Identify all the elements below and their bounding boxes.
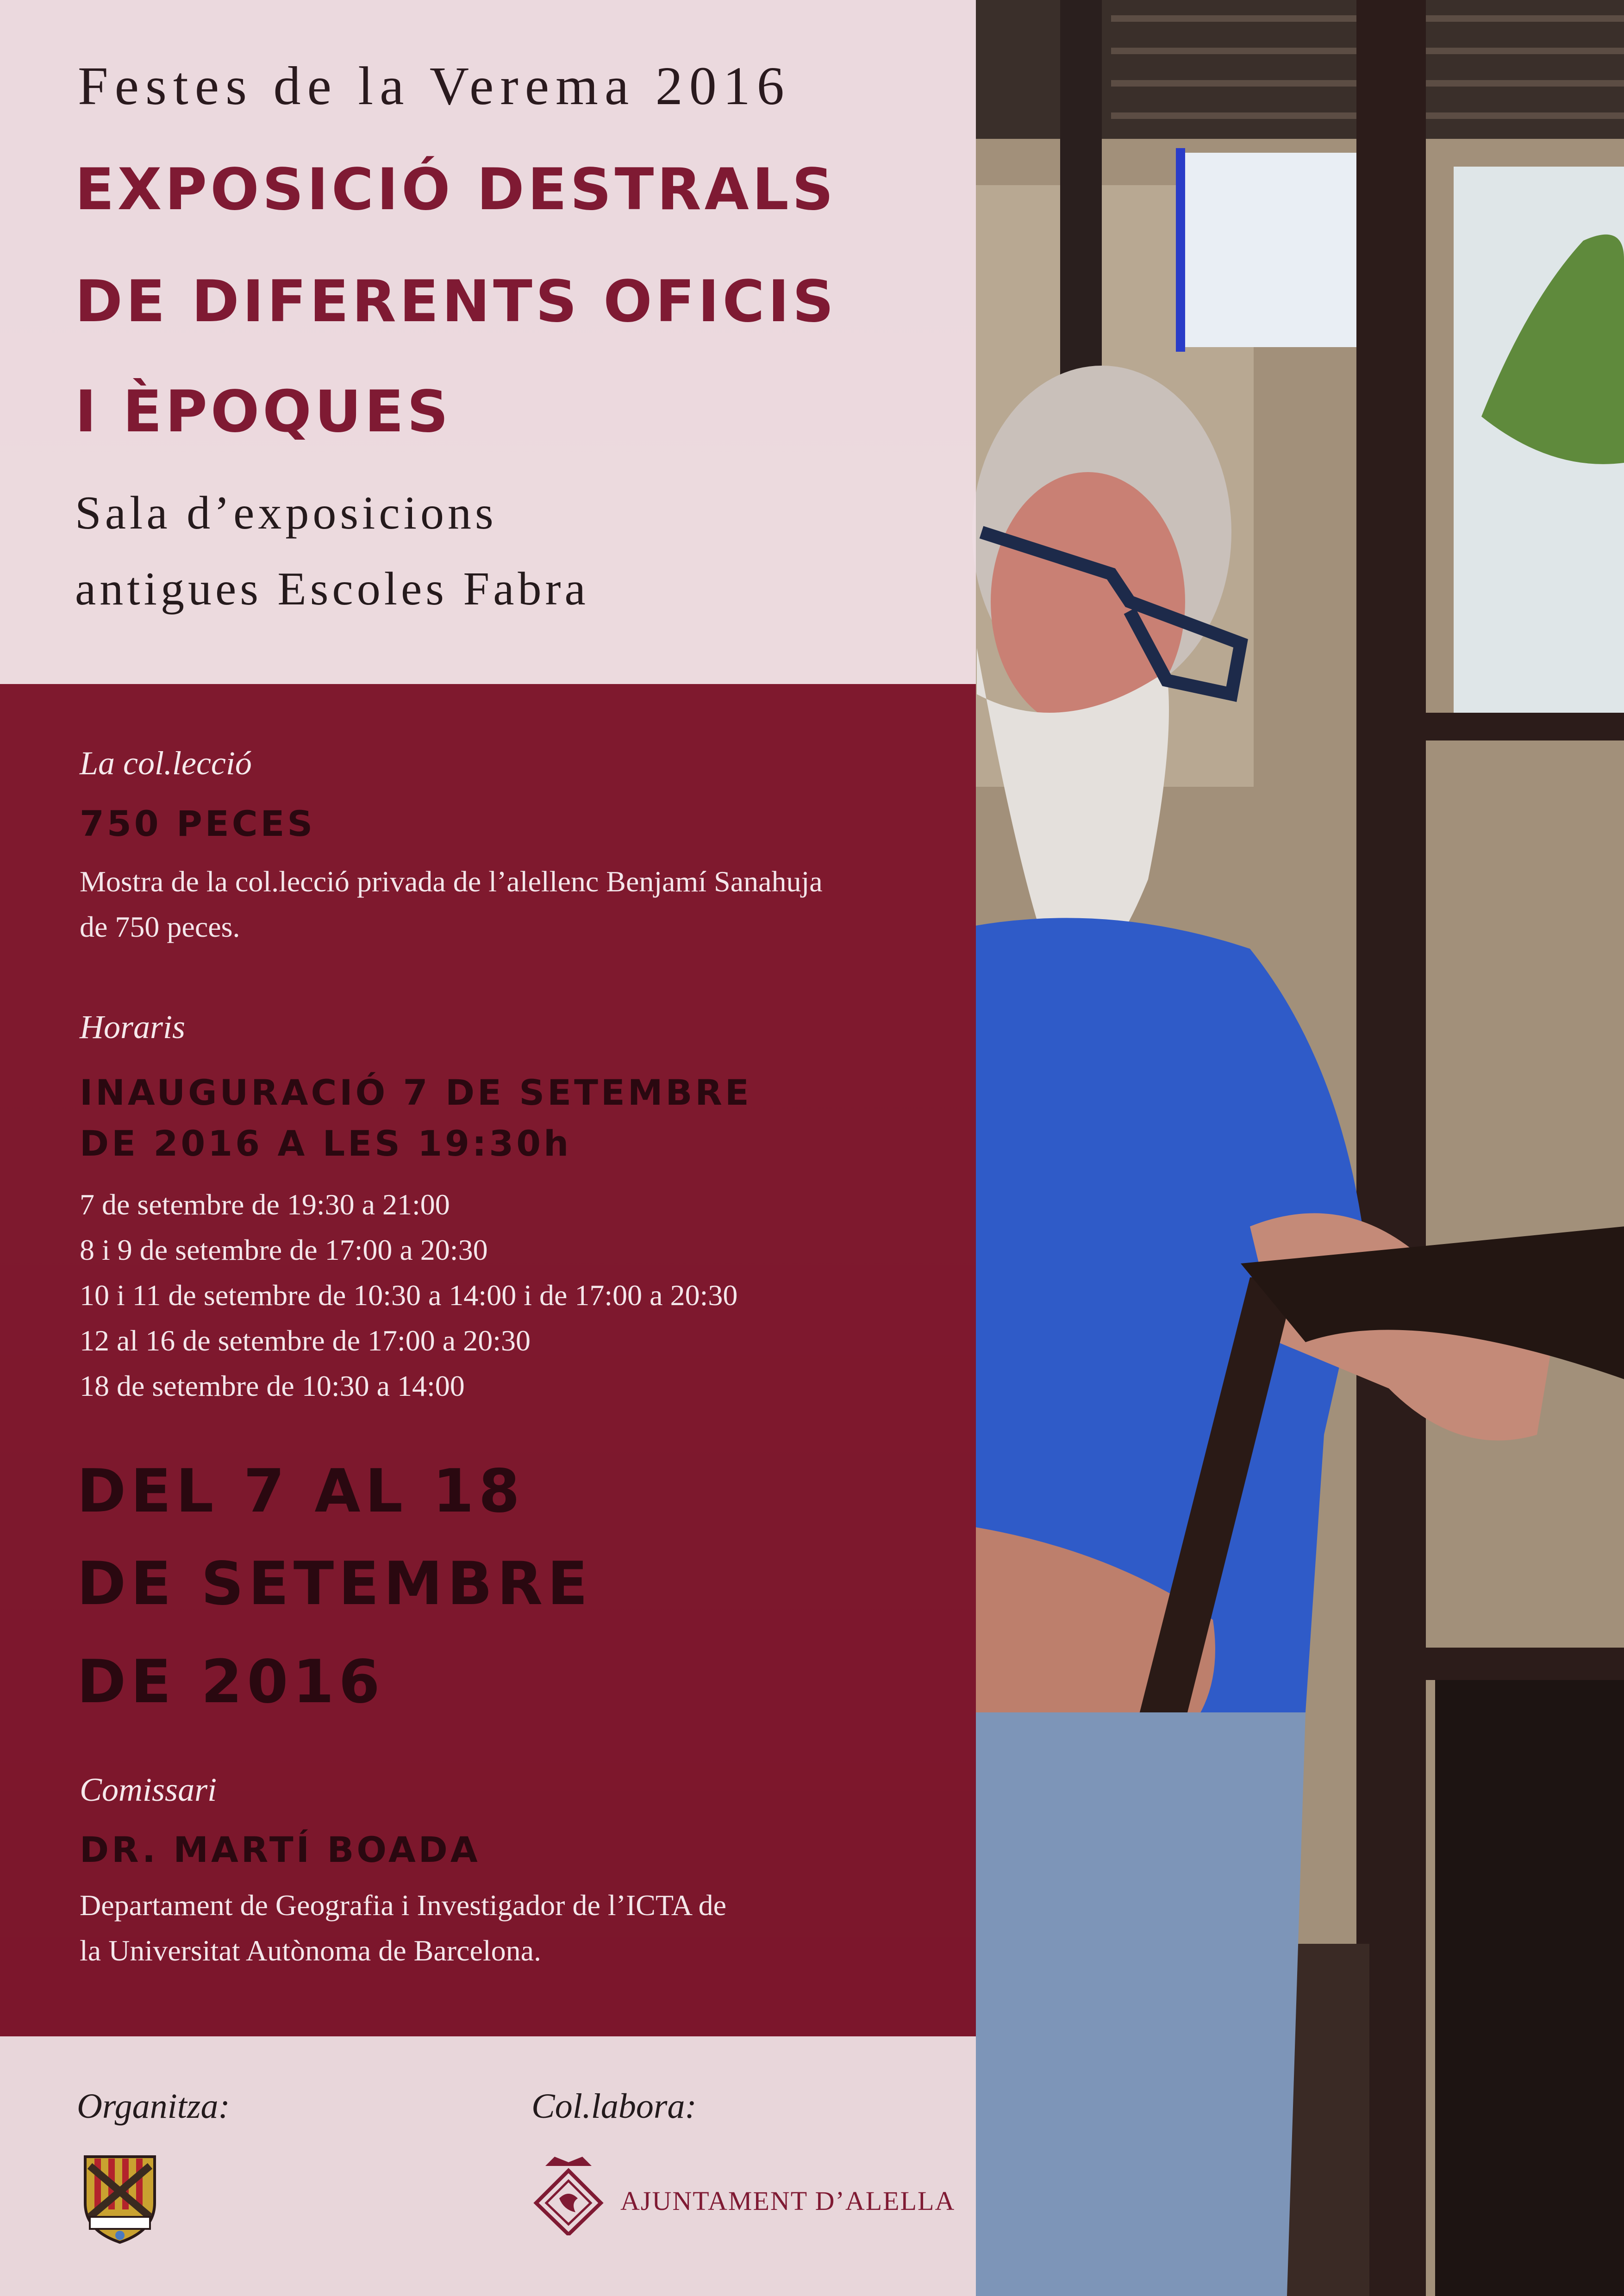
- exhibition-title-line: DE DIFERENTS OFICIS: [75, 268, 837, 335]
- opening-subtitle-line: DE 2016 A LES 19:30h: [80, 1123, 572, 1164]
- venue-line: antigues Escoles Fabra: [75, 563, 589, 615]
- date-range-line: DE 2016: [77, 1648, 385, 1717]
- schedule-item: 18 de setembre de 10:30 a 14:00: [80, 1369, 465, 1402]
- curator-description-line: la Universitat Autònoma de Barcelona.: [80, 1934, 542, 1967]
- exhibition-title-line: EXPOSICIÓ DESTRALS: [75, 156, 837, 223]
- schedule-item: 8 i 9 de setembre de 17:00 a 20:30: [80, 1233, 488, 1266]
- collaborator-label: Col.labora:: [531, 2087, 697, 2126]
- organizer-label: Organitza:: [77, 2087, 230, 2126]
- collection-description-line: Mostra de la col.lecció privada de l’alellenc Benjamí Sanahuja: [80, 865, 823, 898]
- opening-subtitle-line: INAUGURACIÓ 7 DE SETEMBRE: [80, 1072, 752, 1113]
- exhibition-title-line: I ÈPOQUES: [75, 379, 452, 445]
- curator-description-line: Departament de Geografia i Investigador de l’ICTA de: [80, 1889, 726, 1922]
- date-range-line: DE SETEMBRE: [77, 1549, 593, 1618]
- collaborator-name: AJUNTAMENT D’ALELLA: [620, 2186, 956, 2216]
- schedule-item: 12 al 16 de setembre de 17:00 a 20:30: [80, 1324, 531, 1357]
- organizer-crest-logo: [76, 2147, 164, 2245]
- schedule-item: 10 i 11 de setembre de 10:30 a 14:00 i de 17:00 a 20:30: [80, 1279, 738, 1312]
- collection-subtitle: 750 PECES: [80, 803, 316, 844]
- date-range-line: DEL 7 AL 18: [77, 1457, 525, 1526]
- venue-line: Sala d’exposicions: [75, 487, 497, 539]
- ajuntament-alella-logo: [531, 2152, 606, 2235]
- collection-label: La col.lecció: [80, 745, 252, 782]
- curator-name: DR. MARTÍ BOADA: [80, 1829, 481, 1870]
- event-name: Festes de la Verema 2016: [78, 56, 791, 116]
- collection-description-line: de 750 peces.: [80, 910, 240, 943]
- schedule-item: 7 de setembre de 19:30 a 21:00: [80, 1188, 450, 1221]
- curator-label: Comissari: [80, 1771, 217, 1808]
- schedule-label: Horaris: [80, 1008, 186, 1045]
